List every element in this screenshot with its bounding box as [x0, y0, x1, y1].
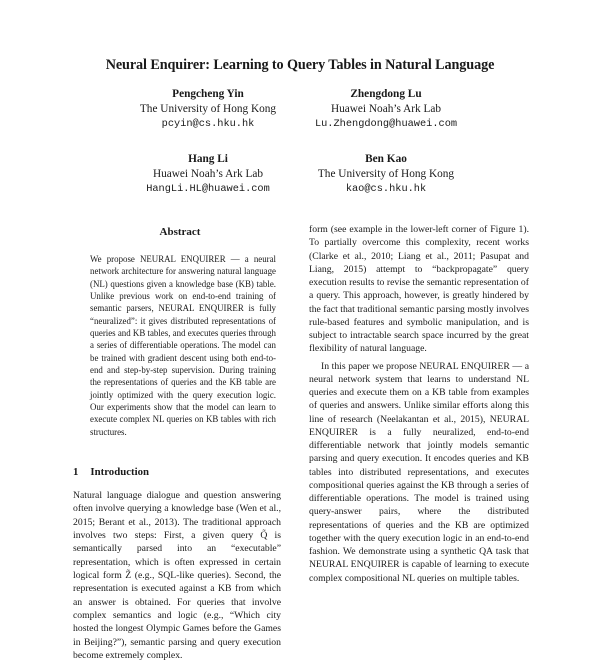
author-name: Hang Li [188, 153, 228, 165]
section-heading [73, 466, 149, 478]
author-affiliation: The University of Hong Kong [139, 103, 277, 115]
section-title: Introduction [90, 466, 150, 478]
intro-right-column [309, 223, 529, 585]
author-affiliation: The University of Hong Kong [317, 168, 455, 180]
abstract-text: We propose NEURAL ENQUIRER — a neural network architecture for answering natural language (NL) questions given a knowledge base (KB) table. Unlike previous work on end-to-end training of semantic parsers, NEURAL ENQUIRER is fully “neuralized”: it gives distributed representations of queries and KB tables, and executes queries through a series of differentiable operations. The model can be trained with gradient descent using both end-to-end and step-by-step supervision. During training the representations of queries and the KB table are jointly optimized with the query execution logic. Our experiments show that the model can learn to execute complex NL queries on KB tables with rich structures. [90, 254, 276, 437]
author-block [276, 87, 496, 132]
intro-paragraph: form (see example in the lower-left corner of Figure 1). To partially overcome this complexity, recent works (Clarke et al., 2010; Liang et al., 2011; Pasupat and Liang, 2015) attempt to “backpropagate” query execution results to revise the semantic representation of a query. This approach, however, is greatly hindered by the fact that traditional semantic parsing mostly involves rule-based features and symbolic manipulation, and is subject to intractable search space incurred by the great flexibility of natural language. [309, 224, 529, 355]
author-block [276, 152, 496, 197]
author-name: Zhengdong Lu [350, 88, 422, 100]
author-email: Lu.Zhengdong@huawei.com [314, 118, 458, 130]
author-name: Ben Kao [365, 153, 407, 165]
author-email: kao@cs.hku.hk [345, 183, 427, 195]
author-email: HangLi.HL@huawei.com [146, 183, 270, 195]
author-affiliation: Huawei Noah’s Ark Lab [152, 168, 264, 180]
intro-paragraph: In this paper we propose NEURAL ENQUIRER — a neural network system that learns to understand NL queries and execute them on a KB table from examples of queries and answers. Unlike similar efforts along this line of research (Neelakantan et al., 2015), NEURAL ENQUIRER is a fully neuralized, end-to-end differentiable network that jointly models semantic parsing and query execution. It encodes queries and KB tables into distributed representations, and executes compositional queries against the KB through a series of differentiable operations. The model is trained using query-answer pairs, where the distributed representations of queries and the KB are optimized together with the query execution logic in an end-to-end fashion. We demonstrate using a synthetic QA task that NEURAL ENQUIRER is capable of learning to execute complex compositional NL queries on multiple tables. [309, 360, 529, 584]
abstract-heading: Abstract [159, 226, 201, 238]
author-name: Pengcheng Yin [172, 88, 244, 100]
author-affiliation: Huawei Noah’s Ark Lab [330, 103, 442, 115]
paper-title: Neural Enquirer: Learning to Query Tables in Natural Language [105, 57, 495, 73]
intro-left-column: Natural language dialogue and question answering often involve querying a knowledge base (Wen et al., 2015; Berant et al., 2013). The traditional approach involves two steps: First, a given query Q̃ is semantically parsed into an “executable” representation, which is often expressed in certain logical form Z̃ (e.g., SQL-like queries). Second, the representation is executed against a KB from which an answer is obtained. For queries that involve complex semantics and logic (e.g., “Which city hosted the longest Olympic Games before the Games in Beijing?”), semantic parsing and query execution become extremely complex. [73, 490, 281, 662]
section-number: 1 [73, 466, 79, 478]
author-email: pcyin@cs.hku.hk [161, 118, 255, 130]
